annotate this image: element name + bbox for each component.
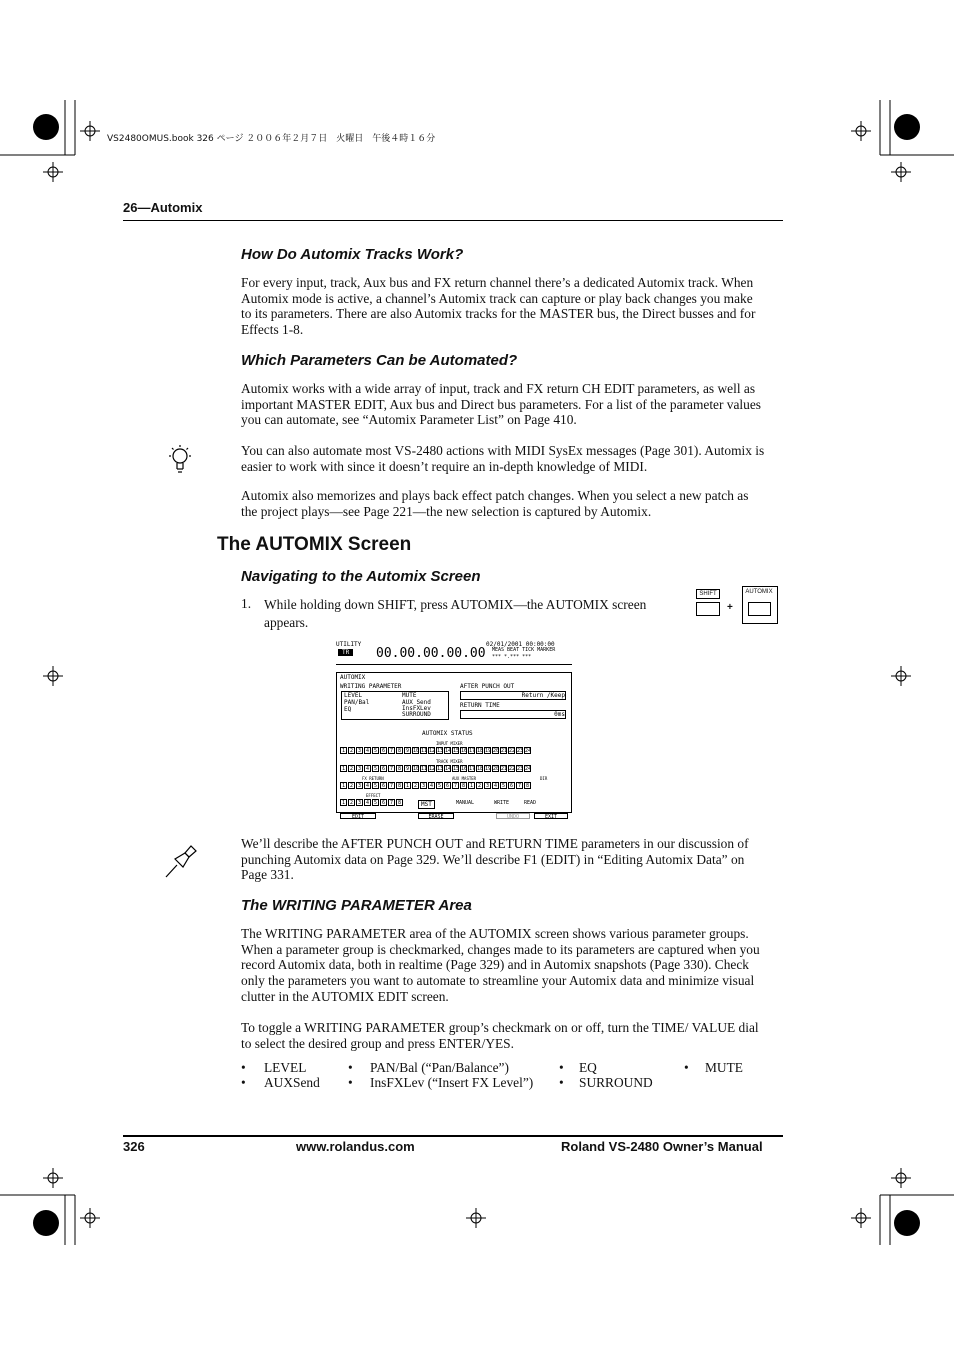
lcd-erase-button: ERASE xyxy=(418,813,454,819)
lcd-track-mixer: TRACK MIXER xyxy=(436,759,463,764)
step-number: 1. xyxy=(241,596,252,611)
lcd-aux-master: AUX MASTER xyxy=(452,776,477,781)
lcd-dir: DIR xyxy=(540,776,548,781)
lcd-effect-cells: 1 2 3 4 5 6 7 8 xyxy=(341,800,401,806)
bullet-auxsend: AUXSend xyxy=(264,1075,320,1090)
automix-lcd-screen xyxy=(336,641,572,820)
lcd-title: AUTOMIX xyxy=(340,674,366,681)
heading-nav: Navigating to the Automix Screen xyxy=(241,568,481,585)
para-toggle: To toggle a WRITING PARAMETER group’s checkmark on or off, turn the TIME/ VALUE dial to select the desired group and press ENTER/YES. xyxy=(241,1020,759,1051)
automix-key xyxy=(748,602,771,616)
lcd-param-level: LEVEL xyxy=(344,692,363,699)
plus-sign: + xyxy=(727,602,733,613)
lcd-tr: TR xyxy=(338,649,353,656)
bullet-level: LEVEL xyxy=(264,1060,307,1075)
lcd-param-mute: MUTE xyxy=(402,692,417,699)
lcd-mode-manual: MANUAL xyxy=(456,800,475,806)
lcd-param-aux: AUX Send xyxy=(402,699,431,706)
shift-key-label: SHIFT xyxy=(696,589,720,599)
header-rule xyxy=(123,220,783,221)
footer-rule xyxy=(123,1135,783,1137)
lcd-input-mixer: INPUT MIXER xyxy=(436,741,463,746)
footer-manual: Roland VS-2480 Owner’s Manual xyxy=(561,1139,763,1154)
lcd-after-punch: AFTER PUNCH OUT xyxy=(460,683,515,690)
pushpin-icon xyxy=(163,843,199,879)
para-tracks: For every input, track, Aux bus and FX return channel there’s a dedicated Automix track. When Automix mode is active, a channel’s Automix track can capture or play back changes you make to its parameters. There are also Automix tracks for the MASTER bus, the Direct busses and for Effects 1-8. xyxy=(241,275,756,338)
lcd-mode-write: WRITE xyxy=(494,800,510,806)
lcd-after-punch-value: Return /Keep xyxy=(460,691,566,700)
page-number: 326 xyxy=(123,1139,145,1154)
note-text: We’ll describe the AFTER PUNCH OUT and RETURN TIME parameters in our discussion of punching Automix data on Page 329. We’ll describe F1 (EDIT) in “Editing Automix Data” on Page 331. xyxy=(241,836,749,883)
section-label: 26—Automix xyxy=(123,200,203,215)
bullet-dot: • xyxy=(348,1060,353,1075)
lcd-marker-header: MEAS BEAT TICK MARKER xyxy=(492,647,556,653)
bullet-dot: • xyxy=(684,1060,689,1075)
para-writing: The WRITING PARAMETER area of the AUTOMIX screen shows various parameter groups. When a parameter group is checkmarked, changes made to its parameters are captured when you record Automix data, both in realtime (Page 329) and in Automix snapshots (Page 330). Check only the parameters you want to automate to streamline your Automix data and minimize visual clutter in the AUTOMIX EDIT screen. xyxy=(241,926,760,1004)
para-patch: Automix also memorizes and plays back effect patch changes. When you select a new patch as the project plays—see Page 221—the new selection is captured by Automix. xyxy=(241,488,749,519)
lightbulb-icon xyxy=(165,443,195,475)
file-info: VS2480OMUS.book 326 ページ ２００６年２月７日 火曜日 午後４時１６分 xyxy=(107,134,436,144)
lcd-track-cells: 1 2 3 4 5 6 7 8 9 10 11 12 13 14 15 16 17 18 19 20 21 22 23 24 xyxy=(341,766,532,772)
bullet-dot: • xyxy=(559,1060,564,1075)
bullet-dot: • xyxy=(241,1060,246,1075)
lcd-timecode: 00.00.00.00.00 xyxy=(376,646,486,661)
lcd-utility: UTILITY xyxy=(336,641,362,648)
heading-automix-screen: The AUTOMIX Screen xyxy=(217,534,412,555)
shift-key xyxy=(696,602,720,616)
lcd-return-time-value: 0ms xyxy=(460,710,566,719)
bullet-dot: • xyxy=(559,1075,564,1090)
lcd-status: AUTOMIX STATUS xyxy=(422,730,473,737)
heading-params: Which Parameters Can be Automated? xyxy=(241,352,518,369)
tip-text: You can also automate most VS-2480 actions with MIDI SysEx messages (Page 301). Automix is easier to work with since it doesn’t require an in-depth knowledge of MIDI. xyxy=(241,443,765,474)
lcd-input-cells: 1 2 3 4 5 6 7 8 9 10 11 12 13 14 15 16 17 18 19 20 21 22 23 24 xyxy=(341,748,532,754)
lcd-writing-param: WRITING PARAMETER xyxy=(340,683,402,690)
lcd-edit-button: EDIT xyxy=(340,813,376,819)
bullet-surround: SURROUND xyxy=(579,1075,653,1090)
para-params: Automix works with a wide array of input, track and FX return CH EDIT parameters, as well as important MASTER EDIT, Aux bus and Direct bus parameters. For a list of the parameter values you can automate, see “Automix Parameter List” on Page 410. xyxy=(241,381,761,428)
lcd-mst: MST xyxy=(418,800,435,809)
lcd-effect: EFFECT xyxy=(366,793,381,798)
bullet-dot: • xyxy=(241,1075,246,1090)
bullet-mute: MUTE xyxy=(705,1060,743,1075)
lcd-return-time: RETURN TIME xyxy=(460,702,500,709)
automix-key-label: AUTOMIX xyxy=(745,589,773,595)
lcd-param-eq: EQ xyxy=(344,706,352,713)
lcd-fx-cells: 1 2 3 4 5 6 7 8 1 2 3 4 5 6 7 8 1 2 3 4 5 6 7 8 xyxy=(341,783,529,789)
lcd-undo-button: UNDO xyxy=(496,813,530,819)
bullet-pan: PAN/Bal (“Pan/Balance”) xyxy=(370,1060,509,1075)
lcd-param-pan: PAN/Bal xyxy=(344,699,370,706)
lcd-marker-value: *** *.*** *** xyxy=(492,654,532,660)
lcd-param-surround: SURROUND xyxy=(402,711,431,718)
lcd-date: 02/01/2001 00:00:00 xyxy=(486,641,555,648)
lcd-exit-button: EXIT xyxy=(534,813,568,819)
lcd-mode-read: READ xyxy=(524,800,537,806)
heading-tracks: How Do Automix Tracks Work? xyxy=(241,246,464,263)
bullet-insfx: InsFXLev (“Insert FX Level”) xyxy=(370,1075,534,1090)
lcd-param-insfx: InsFXLev xyxy=(402,705,431,712)
lcd-fx-return: FX RETURN xyxy=(362,776,384,781)
bullet-eq: EQ xyxy=(579,1060,597,1075)
heading-writing: The WRITING PARAMETER Area xyxy=(241,897,472,914)
bullet-dot: • xyxy=(348,1075,353,1090)
step-text: While holding down SHIFT, press AUTOMIX—the AUTOMIX screen appears. xyxy=(264,597,647,630)
footer-url: www.rolandus.com xyxy=(296,1139,415,1154)
